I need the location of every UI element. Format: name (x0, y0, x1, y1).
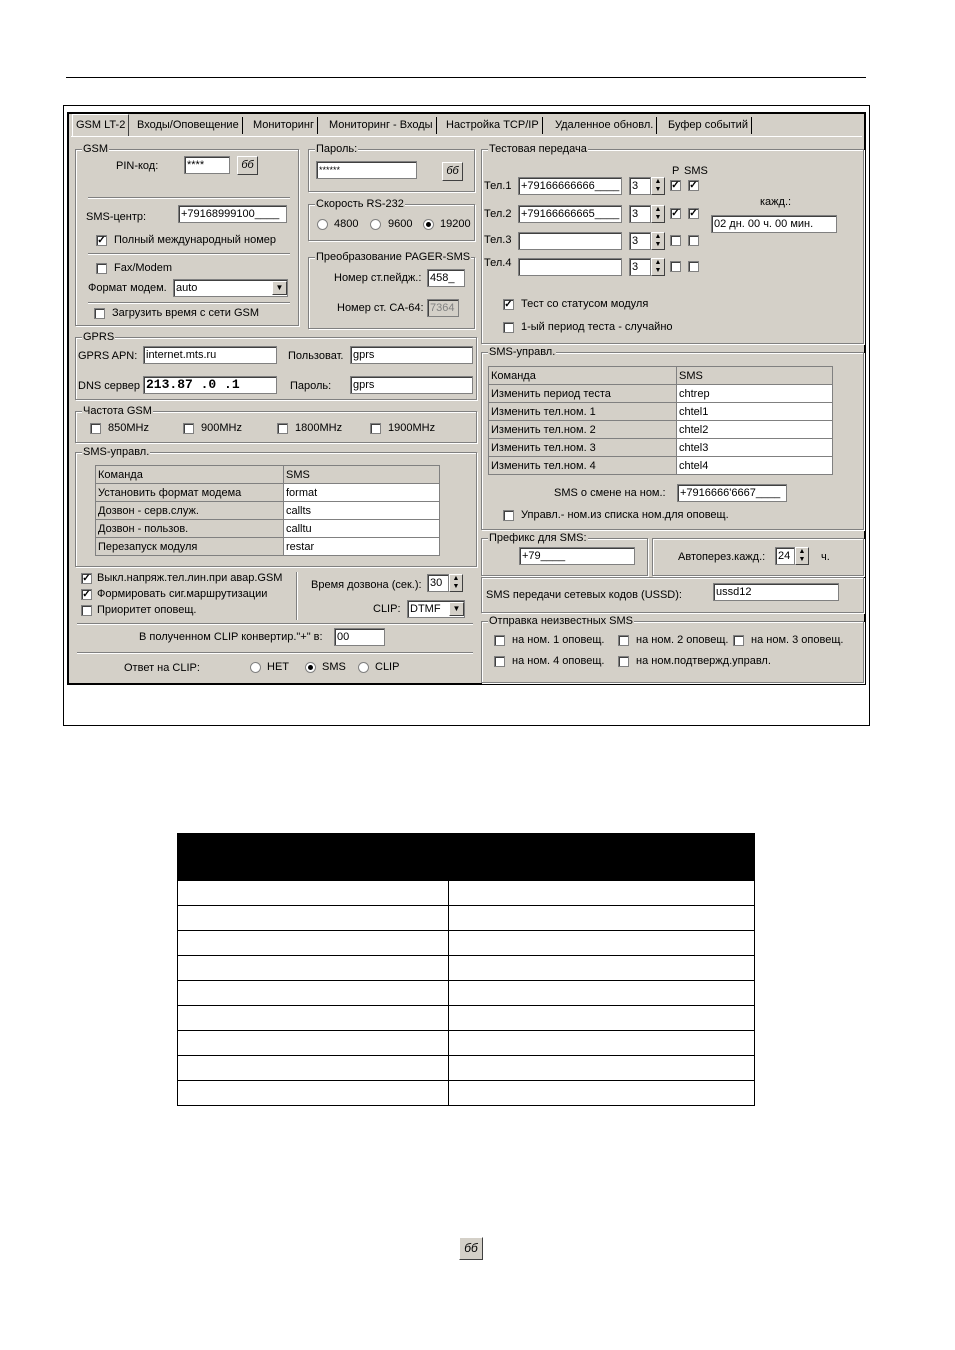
every-input[interactable]: 02 дн. 00 ч. 00 мин. (711, 215, 837, 233)
table-cell (449, 956, 755, 981)
unknown-notify3-label: на ном. 3 оповещ. (751, 634, 844, 646)
ussd-input[interactable]: ussd12 (713, 583, 839, 601)
clip-answer-clip-radio[interactable] (358, 662, 369, 673)
sms-cell[interactable]: chtel1 (677, 403, 833, 421)
command-cell: Изменить тел.ном. 1 (489, 403, 677, 421)
column-header-command: Команда (96, 466, 284, 484)
table-row[interactable] (489, 421, 833, 439)
sms-control-left-group (75, 446, 477, 567)
fax-modem-label: Fax/Modem (114, 262, 173, 274)
sms-prefix-group (481, 532, 648, 576)
chevron-down-icon[interactable]: ▼ (449, 602, 464, 616)
ring-time-label: Время дозвона (сек.): (311, 579, 422, 591)
rs232-19200-label: 19200 (440, 218, 471, 230)
test-sms-header: SMS (684, 165, 708, 177)
command-cell: Изменить тел.ном. 3 (489, 439, 677, 457)
gprs-pass-input[interactable]: gprs (350, 376, 473, 394)
status-test-checkbox[interactable]: ✓ (504, 299, 513, 310)
load-time-checkbox[interactable] (94, 308, 105, 319)
phone4-count-input[interactable]: 3 (629, 258, 651, 276)
freq-900-label: 900MHz (201, 422, 242, 434)
freq-900-checkbox[interactable] (183, 423, 194, 434)
freq-850-checkbox[interactable] (90, 423, 101, 434)
phone1-p-checkbox[interactable]: ✓ (671, 180, 680, 191)
command-cell: Изменить тел.ном. 2 (489, 421, 677, 439)
phone1-input[interactable]: +79166666666____ (518, 177, 622, 195)
ca64-input: 7364 (427, 299, 459, 317)
freq-1900-label: 1900MHz (388, 422, 436, 434)
auto-restart-label: Автоперез.кажд.: (678, 551, 766, 563)
status-test-label: Тест со статусом модуля (521, 298, 649, 310)
table-cell (449, 881, 755, 906)
ussd-label: SMS передачи сетевых кодов (USSD): (486, 589, 682, 601)
unknown-confirm-label: на ном.подтвержд.управл. (636, 655, 771, 667)
phone1-count-input[interactable]: 3 (629, 177, 651, 195)
table-row[interactable] (489, 385, 833, 403)
sms-control-left-title: SMS-управл. (83, 446, 150, 458)
show-password-icon: бб (459, 1237, 483, 1260)
sms-control-right-title: SMS-управл. (489, 346, 556, 358)
gprs-pass-label: Пароль: (290, 380, 332, 392)
auto-restart-input[interactable]: 24 (775, 547, 795, 565)
rs232-group (308, 198, 475, 241)
tab-event-buffer[interactable]: Буфер событий (665, 117, 752, 134)
ca64-label: Номер ст. CA-64: (337, 302, 424, 314)
bottom-left-separator-2 (77, 652, 473, 654)
sms-cell[interactable]: restar (284, 538, 440, 556)
phone4-sms-checkbox[interactable] (688, 261, 699, 272)
unknown-sms-title: Отправка неизвестных SMS (489, 615, 633, 627)
unknown-notify2-label: на ном. 2 оповещ. (636, 634, 729, 646)
rs232-4800-label: 4800 (334, 218, 359, 230)
table-cell (449, 1056, 755, 1081)
tab-gsm-lt2[interactable]: GSM LT-2 (72, 114, 129, 136)
sms-center-label: SMS-центр: (86, 211, 147, 223)
bottom-left-separator-1 (77, 623, 473, 625)
table-row (178, 956, 755, 981)
every-label: кажд.: (760, 196, 792, 208)
password-input[interactable]: ****** (316, 161, 417, 179)
table-cell (449, 931, 755, 956)
clip-answer-none-label: НЕТ (267, 661, 289, 673)
pager-group (308, 251, 475, 329)
sms-prefix-input[interactable]: +79____ (519, 547, 635, 565)
table-cell (449, 1081, 755, 1106)
table-row (178, 1056, 755, 1081)
table-row (178, 881, 755, 906)
unknown-notify2-checkbox[interactable] (618, 635, 629, 646)
table-row[interactable] (489, 403, 833, 421)
gsm-separator-3 (88, 302, 290, 304)
power-off-line-label: Выкл.напряж.тел.лин.при авар.GSM (97, 572, 283, 584)
freq-title: Частота GSM (83, 405, 152, 417)
convert-plus-input[interactable]: 00 (334, 628, 385, 646)
full-intl-label: Полный международный номер (114, 234, 276, 246)
password-group (308, 143, 475, 192)
header-cell (178, 834, 449, 881)
clip-answer-sms-label: SMS (322, 661, 346, 673)
tab-remote-update[interactable]: Удаленное обновл. (552, 117, 657, 134)
unknown-notify4-label: на ном. 4 оповещ. (512, 655, 605, 667)
sms-control-left-table (95, 465, 440, 556)
pager-title: Преобразование PAGER-SMS (316, 251, 471, 263)
dns-label: DNS сервер (78, 380, 140, 392)
pager-no-input[interactable]: 458_ (427, 269, 465, 287)
table-cell (178, 956, 449, 981)
convert-plus-label: В полученном CLIP конвертир."+" в: (139, 631, 323, 643)
page-top-rule (66, 77, 866, 78)
tab-inputs-notify[interactable]: Входы/Оповещение (134, 117, 243, 134)
sms-cell[interactable]: chtel3 (677, 439, 833, 457)
table-cell (178, 1006, 449, 1031)
table-cell (449, 906, 755, 931)
table-cell (178, 1081, 449, 1106)
table-row[interactable] (96, 520, 440, 538)
unknown-confirm-checkbox[interactable] (618, 656, 629, 667)
command-cell: Изменить тел.ном. 4 (489, 457, 677, 475)
gsm-frequency-group (75, 405, 477, 443)
sms-cell[interactable]: chtel4 (677, 457, 833, 475)
random-first-test-checkbox[interactable] (503, 322, 514, 333)
tab-monitoring-inputs[interactable]: Мониторинг - Входы (326, 117, 437, 134)
command-cell: Установить формат модема (96, 484, 284, 502)
table-cell (178, 931, 449, 956)
power-off-line-checkbox[interactable]: ✓ (82, 573, 91, 584)
column-header-sms: SMS (677, 367, 833, 385)
freq-1800-checkbox[interactable] (277, 423, 288, 434)
bottom-left-divider (296, 572, 298, 620)
unknown-notify4-checkbox[interactable] (494, 656, 505, 667)
table-cell (449, 1031, 755, 1056)
manage-from-list-checkbox[interactable] (503, 510, 514, 521)
table-row (178, 931, 755, 956)
gsm-group (75, 143, 299, 326)
rs232-19200-radio[interactable] (423, 219, 434, 230)
tab-tcpip[interactable]: Настройка TCP/IP (443, 117, 543, 134)
rs232-9600-label: 9600 (388, 218, 413, 230)
phone2-label: Тел.2 (484, 208, 512, 220)
ring-time-input[interactable]: 30 (427, 574, 449, 592)
command-cell: Дозвон - серв.служ. (96, 502, 284, 520)
clip-label: CLIP: (373, 603, 401, 615)
gsm-settings-window (67, 112, 866, 685)
table-row (178, 1031, 755, 1056)
rs232-title: Скорость RS-232 (316, 198, 404, 210)
sms-control-right-group (481, 346, 864, 530)
modem-format-label: Формат модем. (88, 282, 167, 294)
clip-answer-none-radio[interactable] (250, 662, 261, 673)
gprs-user-input[interactable]: gprs (350, 346, 473, 364)
sms-control-right-table (488, 366, 833, 475)
routing-signal-checkbox[interactable]: ✓ (82, 589, 91, 600)
dns-input[interactable]: 213.87 .0 .1 (143, 376, 277, 394)
tab-underline (71, 136, 862, 137)
tab-monitoring[interactable]: Мониторинг (250, 117, 318, 134)
auto-restart-spinner[interactable]: ▲ ▼ (795, 547, 809, 565)
gprs-apn-label: GPRS APN: (78, 350, 138, 362)
command-cell: Перезапуск модуля (96, 538, 284, 556)
table-cell (449, 981, 755, 1006)
sms-prefix-title: Префикс для SMS: (489, 532, 587, 544)
command-cell: Дозвон - пользов. (96, 520, 284, 538)
table-cell (178, 906, 449, 931)
sms-cell[interactable]: calltu (284, 520, 440, 538)
phone2-p-checkbox[interactable]: ✓ (671, 208, 680, 219)
phone4-label: Тел.4 (484, 257, 512, 269)
gprs-group (75, 331, 477, 400)
gprs-title: GPRS (83, 331, 115, 343)
phone3-count-spinner[interactable]: ▲ ▼ (651, 232, 665, 250)
phone4-input[interactable] (518, 258, 622, 276)
phone3-sms-checkbox[interactable] (688, 235, 699, 246)
notify-priority-checkbox[interactable] (81, 605, 92, 616)
test-title: Тестовая передача (489, 143, 587, 155)
test-transmission-group (481, 143, 864, 344)
phone4-p-checkbox[interactable] (670, 261, 681, 272)
phone2-count-spinner[interactable]: ▲ ▼ (651, 205, 665, 223)
phone2-count-input[interactable]: 3 (629, 205, 651, 223)
unknown-notify1-checkbox[interactable] (494, 635, 505, 646)
sms-cell[interactable]: chtrep (677, 385, 833, 403)
clip-select-value: DTMF (410, 603, 441, 615)
pager-no-label: Номер ст.пейдж.: (334, 272, 422, 284)
rs232-4800-radio[interactable] (317, 219, 328, 230)
table-row (178, 1006, 755, 1031)
document-table-header (178, 834, 755, 881)
full-intl-checkbox[interactable]: ✓ (97, 235, 106, 246)
column-header-sms: SMS (284, 466, 440, 484)
phone3-label: Тел.3 (484, 234, 512, 246)
pin-input[interactable]: **** (184, 156, 230, 174)
gsm-group-title: GSM (83, 143, 109, 155)
table-row (178, 1081, 755, 1106)
phone2-input[interactable]: +79166666665____ (518, 205, 622, 223)
phone3-count-input[interactable]: 3 (629, 232, 651, 250)
gprs-user-label: Пользоват. (288, 350, 344, 362)
password-show-icon[interactable]: бб (442, 162, 463, 181)
phone1-label: Тел.1 (484, 180, 512, 192)
phone1-count-spinner[interactable]: ▲ ▼ (651, 177, 665, 195)
phone2-sms-checkbox[interactable]: ✓ (689, 208, 698, 219)
pin-show-icon[interactable]: бб (237, 156, 258, 175)
modem-format-value: auto (176, 282, 198, 294)
table-cell (178, 981, 449, 1006)
chevron-down-icon[interactable]: ▼ (272, 281, 287, 295)
table-row[interactable] (489, 439, 833, 457)
clip-answer-label: Ответ на CLIP: (124, 662, 200, 674)
table-row[interactable] (96, 484, 440, 502)
table-row (178, 906, 755, 931)
column-header-command: Команда (489, 367, 677, 385)
clip-select[interactable] (407, 600, 465, 618)
command-cell: Изменить период теста (489, 385, 677, 403)
phone4-count-spinner[interactable]: ▲ ▼ (651, 258, 665, 276)
test-p-header: P (672, 165, 680, 177)
ussd-group (481, 577, 864, 613)
load-time-label: Загрузить время с сети GSM (112, 307, 260, 319)
gprs-apn-input[interactable]: internet.mts.ru (143, 346, 277, 364)
unknown-notify1-label: на ном. 1 оповещ. (512, 634, 605, 646)
table-row (178, 981, 755, 1006)
fax-modem-checkbox[interactable] (96, 263, 107, 274)
auto-restart-group (652, 538, 864, 576)
manage-from-list-label: Управл.- ном.из списка ном.для оповещ. (521, 509, 729, 521)
phone3-p-checkbox[interactable] (670, 235, 681, 246)
table-row[interactable] (96, 538, 440, 556)
phone1-sms-checkbox[interactable]: ✓ (689, 180, 698, 191)
routing-signal-label: Формировать сиг.маршрутизации (97, 588, 268, 600)
modem-format-select[interactable] (173, 279, 288, 297)
table-row[interactable] (96, 502, 440, 520)
clip-answer-sms-radio[interactable] (305, 662, 316, 673)
freq-850-label: 850MHz (108, 422, 149, 434)
sms-cell[interactable]: format (284, 484, 440, 502)
random-first-test-label: 1-ый период теста - случайно (521, 321, 673, 333)
unknown-notify3-checkbox[interactable] (733, 635, 744, 646)
sms-change-input[interactable]: +7916666'6667____ (677, 484, 787, 502)
document-table (177, 833, 755, 1106)
sms-cell[interactable]: callts (284, 502, 440, 520)
table-header-row (96, 466, 440, 484)
table-cell (178, 1056, 449, 1081)
gsm-separator-2 (88, 253, 290, 255)
unknown-sms-group (481, 615, 864, 683)
auto-restart-unit: ч. (821, 551, 830, 563)
password-title: Пароль: (316, 143, 358, 155)
freq-1900-checkbox[interactable] (370, 423, 381, 434)
notify-priority-label: Приоритет оповещ. (97, 604, 197, 616)
rs232-9600-radio[interactable] (370, 219, 381, 230)
table-cell (178, 881, 449, 906)
table-row[interactable] (489, 457, 833, 475)
table-header-row (489, 367, 833, 385)
sms-cell[interactable]: chtel2 (677, 421, 833, 439)
header-cell (449, 834, 755, 881)
gsm-separator-1 (88, 197, 290, 199)
pin-label: PIN-код: (116, 160, 159, 172)
sms-change-label: SMS о смене на ном.: (554, 487, 666, 499)
freq-1800-label: 1800MHz (295, 422, 343, 434)
clip-answer-clip-label: CLIP (375, 661, 400, 673)
ring-time-spinner[interactable]: ▲ ▼ (449, 574, 463, 592)
sms-center-input[interactable]: +79168999100____ (178, 205, 287, 223)
table-cell (178, 1031, 449, 1056)
table-cell (449, 1006, 755, 1031)
phone3-input[interactable] (518, 232, 622, 250)
